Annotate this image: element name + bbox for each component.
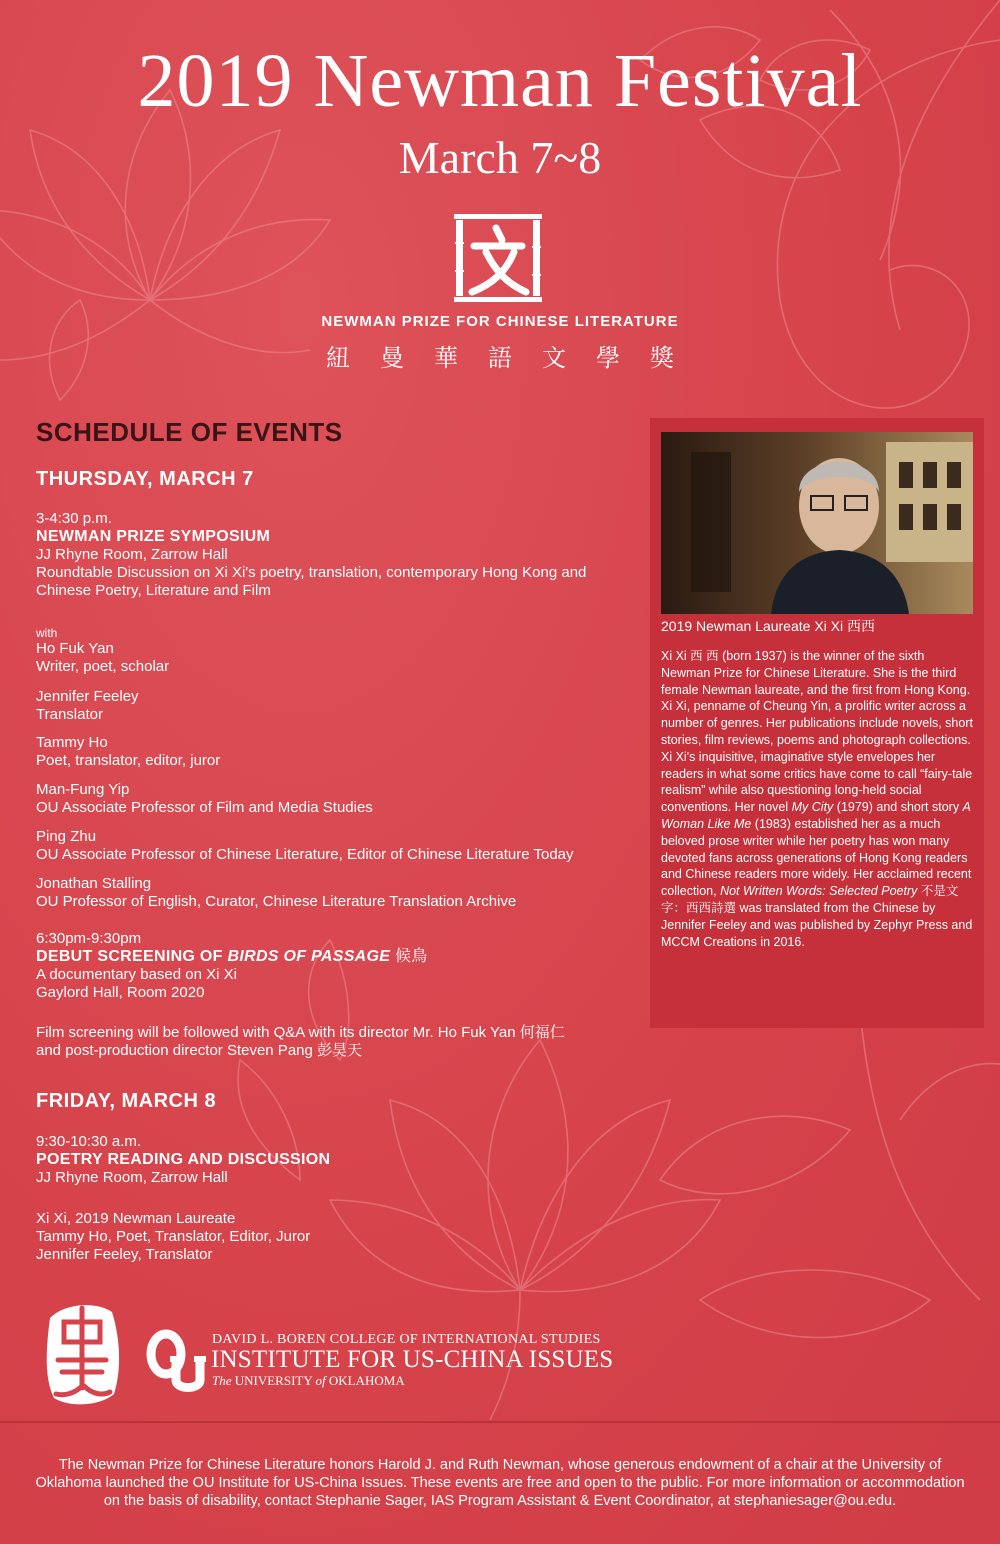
panelist-role: OU Associate Professor of Chinese Literature, Editor of Chinese Literature Today xyxy=(36,846,574,863)
bio-text: (1983) established her as a much beloved prose writer while her poetry has won many devoted fans across generations of Hong Kong readers and Chinese readers more widely. Her acclaimed recent collection, xyxy=(661,816,972,899)
newman-prize-logo xyxy=(450,212,546,304)
laureate-bio xyxy=(661,648,973,950)
participant: Xi Xi, 2019 Newman Laureate xyxy=(36,1210,236,1227)
panelist-name: Ho Fuk Yan xyxy=(36,640,114,657)
with-label: with xyxy=(36,626,58,640)
ou-logo xyxy=(146,1328,206,1398)
event-location: JJ Rhyne Room, Zarrow Hall xyxy=(36,1169,228,1186)
event-description: A documentary based on Xi Xi xyxy=(36,966,237,983)
event-time: 3-4:30 p.m. xyxy=(36,510,112,527)
screening-note-line: and post-production director Steven Pang 彭昊天 xyxy=(36,1042,363,1059)
event-title-prefix: DEBUT SCREENING OF xyxy=(36,948,228,965)
panelist xyxy=(36,688,626,724)
chinese-seal-logo xyxy=(40,1298,124,1408)
screening-note xyxy=(36,1024,626,1060)
reading-event xyxy=(36,1133,626,1187)
festival-title: 2019 Newman Festival xyxy=(137,39,863,123)
screening-note-line: Film screening will be followed with Q&A with its director Mr. Ho Fuk Yan 何福仁 xyxy=(36,1024,565,1041)
event-location: Gaylord Hall, Room 2020 xyxy=(36,984,205,1001)
university-name xyxy=(212,1373,405,1389)
panelist-role: Writer, poet, scholar xyxy=(36,658,170,675)
screening-event xyxy=(36,930,626,1002)
event-location: JJ Rhyne Room, Zarrow Hall xyxy=(36,546,228,563)
panelist xyxy=(36,875,626,911)
panelist-role: Poet, translator, editor, juror xyxy=(36,752,221,769)
prize-name-chinese: 紐曼華語文學獎 xyxy=(326,346,704,372)
reading-participants xyxy=(36,1210,626,1264)
bio-work-title: My City xyxy=(791,800,834,815)
participant: Tammy Ho, Poet, Translator, Editor, Juror xyxy=(36,1228,311,1245)
event-description: Roundtable Discussion on Xi Xi's poetry, translation, contemporary Hong Kong and Chinese Poetry, Literature and Film xyxy=(36,564,587,599)
laureate-sidebar xyxy=(650,418,984,1028)
event-time: 6:30pm-9:30pm xyxy=(36,930,142,947)
college-name: DAVID L. BOREN COLLEGE OF INTERNATIONAL STUDIES xyxy=(212,1332,601,1347)
panelist-role: Translator xyxy=(36,706,103,723)
panelist xyxy=(36,828,626,864)
panelist-name: Ping Zhu xyxy=(36,828,97,845)
film-title: BIRDS OF PASSAGE xyxy=(227,948,391,965)
festival-dates: March 7~8 xyxy=(398,132,602,183)
footer-note: The Newman Prize for Chinese Literature honors Harold J. and Ruth Newman, whose generous endowment of a chair at the University of Oklahoma launched the OU Institute for US-China Issues. These events are free and open to the public. For more information or accommodation on the basis of disability, contact Stephanie Sager, IAS Program Assistant & Event Coordinator, at stephaniesager@ou.edu. xyxy=(35,1457,965,1509)
panelist-name: Jonathan Stalling xyxy=(36,875,152,892)
panelist-name: Jennifer Feeley xyxy=(36,688,139,705)
symposium-event xyxy=(36,510,626,600)
panelist xyxy=(36,781,626,817)
panelist xyxy=(36,640,626,676)
bio-text: (1979) and short story xyxy=(833,800,963,815)
bio-work-title: A Woman Like Me xyxy=(661,800,971,831)
panelist-name: Tammy Ho xyxy=(36,734,108,751)
bio-text: Xi Xi 西 西 (born 1937) is the winner of the sixth Newman Prize for Chinese Literature. She is the third female Newman laureate, and the first from Hong Kong. Xi Xi, penname of Cheung Yin, a prolific writer across a number of genres. Her publications include novels, short stories, film reviews, poems and photograph collections. Xi Xi's inquisitive, imaginative style envelopes her readers in what some critics have come to call “fairy-tale realism” while also questioning long-held social conventions. Her novel xyxy=(661,649,973,815)
participant: Jennifer Feeley, Translator xyxy=(36,1246,213,1263)
laureate-photo xyxy=(661,432,973,614)
university-text: UNIVERSITY xyxy=(231,1373,316,1388)
prize-name: NEWMAN PRIZE FOR CHINESE LITERATURE xyxy=(321,313,679,330)
schedule-heading: SCHEDULE OF EVENTS xyxy=(36,417,343,447)
university-text: OKLAHOMA xyxy=(325,1373,405,1388)
institute-name: INSTITUTE FOR US-CHINA ISSUES xyxy=(211,1346,614,1373)
panelist-name: Man-Fung Yip xyxy=(36,781,130,798)
event-title xyxy=(36,948,626,966)
university-of: of xyxy=(315,1373,326,1388)
event-title: NEWMAN PRIZE SYMPOSIUM xyxy=(36,528,271,545)
film-title-chinese: 候鳥 xyxy=(390,948,428,965)
event-title: POETRY READING AND DISCUSSION xyxy=(36,1151,331,1168)
bio-text: 不是文字：西西詩選 was translated from the Chinese by Jennifer Feeley and was published by Zephyr Press and MCCM Creations in 2016. xyxy=(661,884,973,949)
panelist-role: OU Associate Professor of Film and Media Studies xyxy=(36,799,373,816)
bio-work-title: Not Written Words: Selected Poetry xyxy=(720,884,918,899)
thursday-heading: THURSDAY, MARCH 7 xyxy=(36,468,254,490)
laureate-caption: 2019 Newman Laureate Xi Xi 西西 xyxy=(661,618,875,634)
panelist-role: OU Professor of English, Curator, Chinese Literature Translation Archive xyxy=(36,893,517,910)
footer-divider xyxy=(0,1421,1000,1423)
panelist xyxy=(36,734,626,770)
university-the: The xyxy=(212,1373,232,1388)
friday-heading: FRIDAY, MARCH 8 xyxy=(36,1090,217,1112)
event-time: 9:30-10:30 a.m. xyxy=(36,1133,142,1150)
